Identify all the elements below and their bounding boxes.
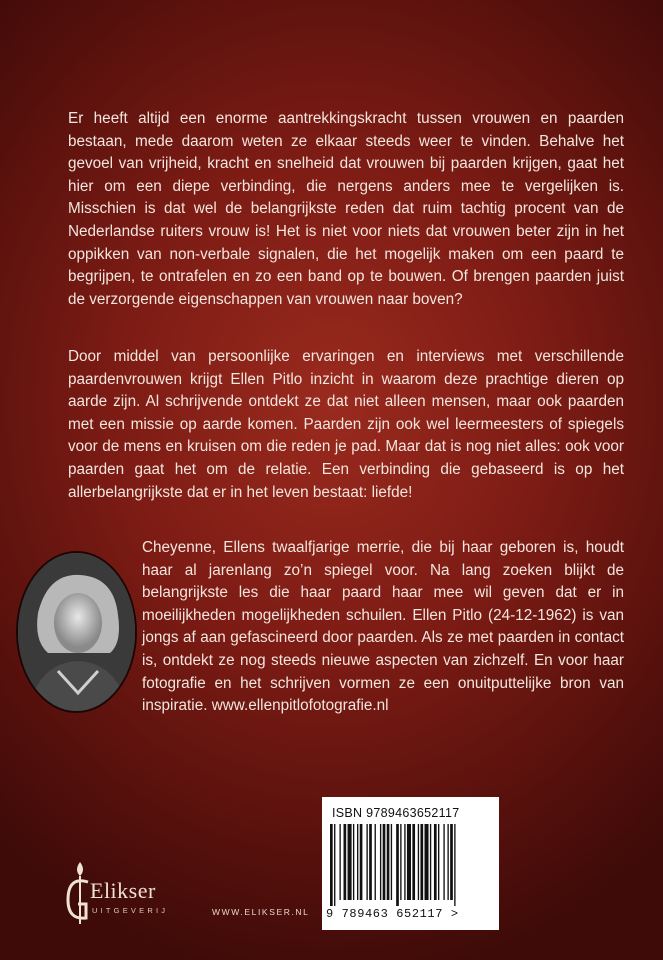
barcode-bar	[425, 824, 429, 900]
barcode-bar	[366, 824, 367, 900]
barcode-bar	[353, 824, 354, 900]
barcode-bar	[430, 824, 431, 900]
barcode-bar	[396, 824, 399, 906]
barcode-bar	[330, 824, 333, 906]
barcode-bar	[360, 824, 363, 900]
barcode-bar	[447, 824, 448, 900]
publisher-logo	[60, 858, 200, 928]
barcode-bar	[454, 824, 455, 906]
barcode-bar	[375, 824, 376, 900]
barcode-bar	[391, 824, 392, 900]
barcode-bar	[380, 824, 381, 900]
publisher-subtitle: UITGEVERIJ	[92, 906, 169, 915]
publisher-website: WWW.ELIKSER.NL	[212, 907, 310, 917]
barcode-bar	[348, 824, 352, 900]
author-portrait-image	[18, 553, 135, 711]
barcode-bar	[339, 824, 340, 900]
isbn-barcode	[322, 797, 499, 930]
barcode-bar	[434, 824, 437, 900]
barcode-bar	[450, 824, 453, 900]
author-portrait	[18, 553, 135, 711]
barcode-bar	[400, 824, 401, 900]
blurb-paragraph-1: Er heeft altijd een enorme aantrekkingskracht tussen vrouwen en paarden bestaan, mede daarom weten ze elkaar steeds weer te vinden. Behalve het gevoel van vrijheid, kracht en snelheid dat vrouwen bij paarden krijgen, gaat het hier om een diepe verbinding, die nergens anders mee te vergelijken is. Misschien is dat wel de belangrijkste reden dat ruim tachtig procent van de Nederlandse ruiters vrouw is! Het is niet voor niets dat vrouwen beter zijn in het oppikken van non-verbale signalen, die het mogelijk maken om een paard te begrijpen, te ontrafelen en zo een band op te bouwen. Of brengen paarden juist de verzorgende eigenschappen van vrouwen naar boven?	[68, 110, 624, 308]
barcode-bar	[369, 824, 372, 900]
publisher-name: Elikser	[90, 878, 156, 903]
barcode-bar	[404, 824, 405, 900]
barcode-bar	[438, 824, 439, 900]
barcode-bar	[418, 824, 419, 900]
isbn-label: ISBN 9789463652117	[332, 806, 460, 820]
barcode-bar	[387, 824, 390, 900]
blurb-paragraph-2: Door middel van persoonlijke ervaringen en interviews met verschillende paardenvrouwen krijgt Ellen Pitlo inzicht in waarom deze prachtige dieren op aarde zijn. Al schrijvende ontdekt ze dat niet alleen mensen, maar ook paarden met een missie op aarde komen. Paarden zijn ook wel leermeesters of spiegels voor de mens en kruisen om die reden je pad. Maar dat is nog niet alles: ook voor paarden gaat het om de relatie. Een verbinding die gebaseerd is op het allerbelangrijkste dat er in het leven bestaat: liefde!	[68, 348, 624, 501]
barcode-digits: 9 789463 652117 >	[326, 907, 459, 921]
barcode-bar	[344, 824, 347, 900]
author-bio: Cheyenne, Ellens twaalfjarige merrie, die bij haar geboren is, houdt haar al jarenlang zo’n spiegel voor. Na lang zoeken blijkt de belangrijkste les die haar paard haar mee wil geven dat er in moeilijkheden mogelijkheden schuilen. Ellen Pitlo (24-12-1962) is van jongs af aan gefascineerd door paarden. Als ze met paarden in contact is, ontdekt ze nog steeds nieuwe aspecten van zichzelf. En voor haar fotografie en het schrijven vormen ze een onuitputtelijke bron van inspiratie. www.ellenpitlofotografie.nl	[142, 539, 624, 715]
barcode-bar	[443, 824, 444, 900]
barcode-bar	[412, 824, 415, 900]
barcode-bar	[383, 824, 386, 900]
barcode-bar	[334, 824, 335, 906]
barcode-bar	[420, 824, 423, 900]
barcode-bars	[330, 824, 491, 906]
barcode-bar	[407, 824, 411, 900]
barcode-bar	[357, 824, 358, 900]
